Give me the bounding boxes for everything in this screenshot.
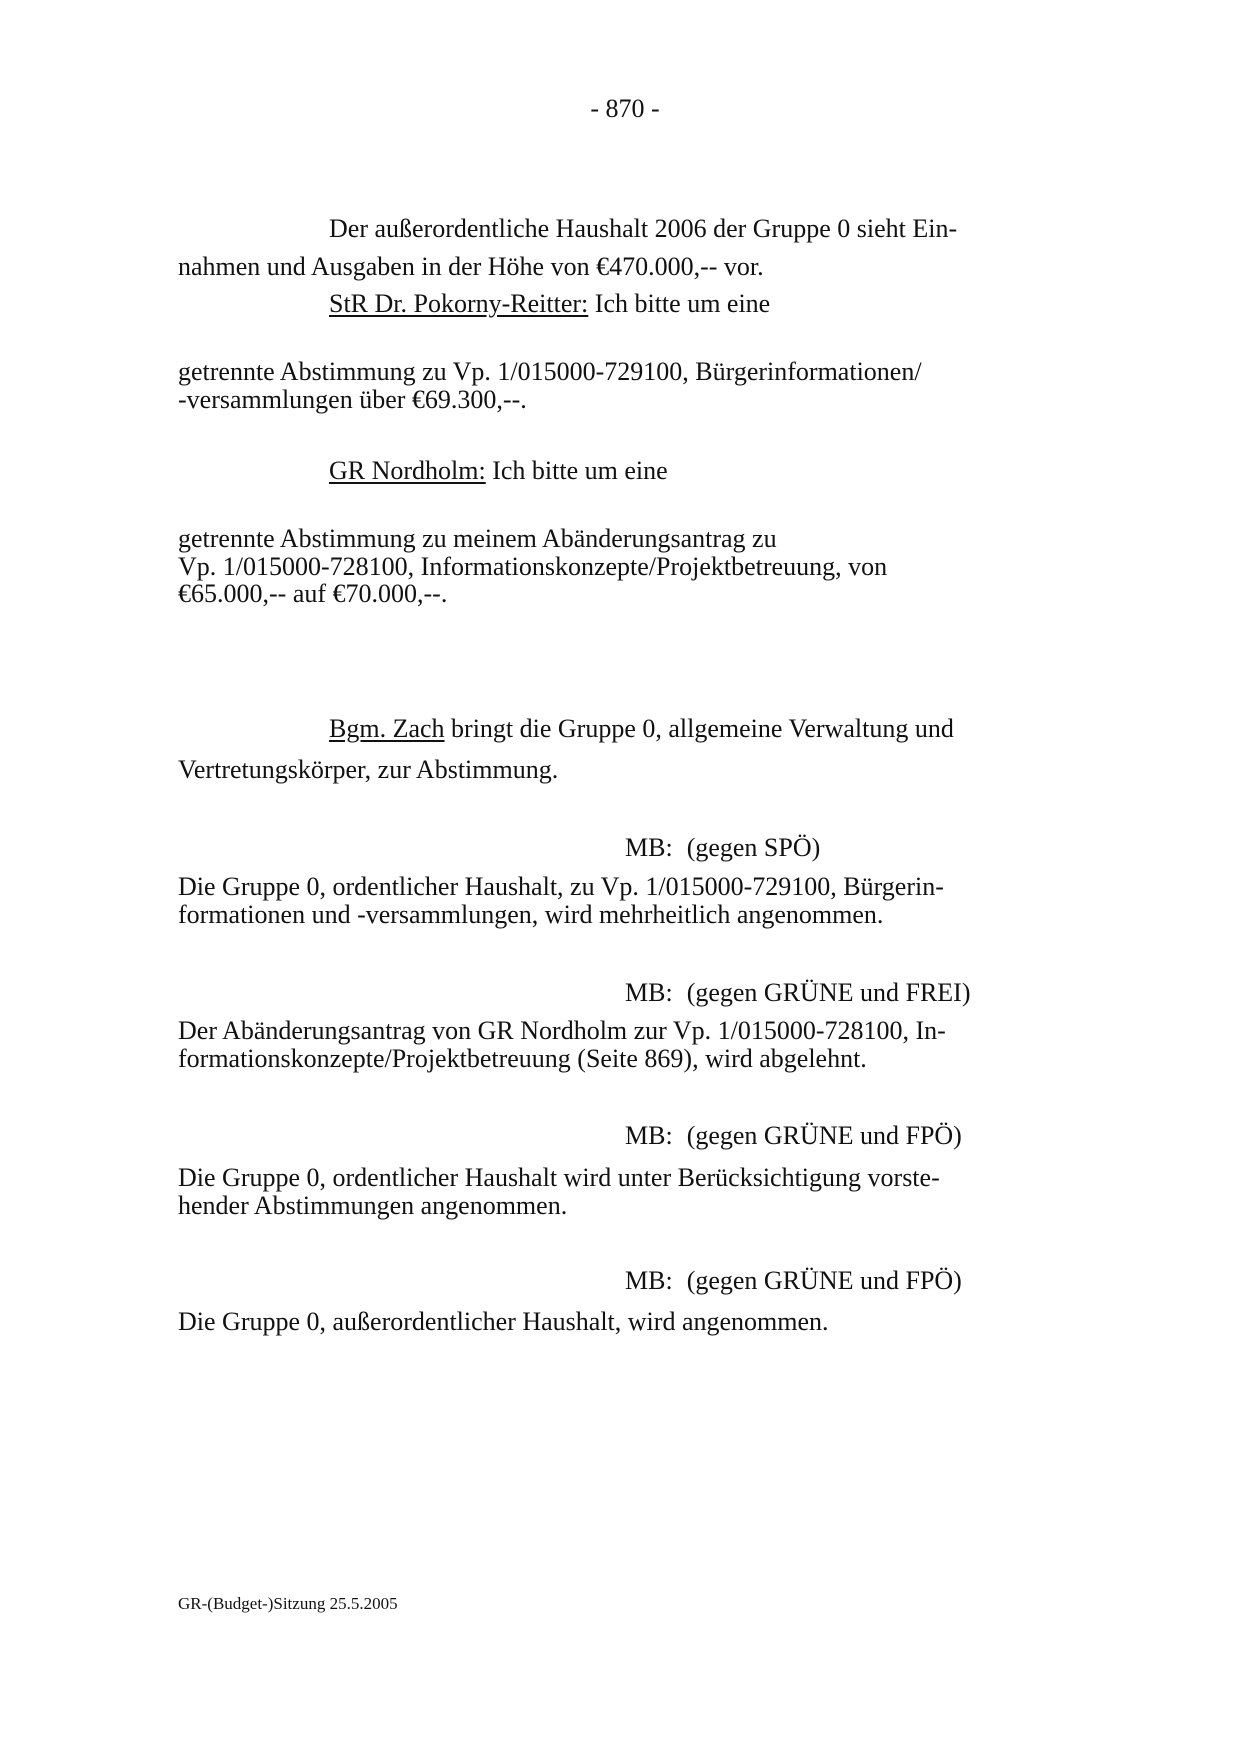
- speaker-name: Bgm. Zach: [329, 714, 445, 743]
- paragraph-line: nahmen und Ausgaben in der Höhe von €470.000,-- vor.: [178, 252, 764, 281]
- paragraph-line: getrennte Abstimmung zu meinem Abänderungsantrag zu: [178, 524, 777, 553]
- vote-against: (gegen GRÜNE und FPÖ): [686, 1121, 962, 1150]
- vote-text: formationen und -versammlungen, wird mehrheitlich angenommen.: [178, 900, 884, 929]
- statement-text: Ich bitte um eine: [485, 456, 668, 485]
- statement-text: Ich bitte um eine: [588, 289, 771, 318]
- vote-result: [625, 1266, 962, 1296]
- paragraph-line: getrennte Abstimmung zu Vp. 1/015000-729100, Bürgerinformationen/: [178, 357, 922, 386]
- paragraph-line: €65.000,-- auf €70.000,--.: [178, 579, 448, 608]
- vote-result: [625, 978, 970, 1008]
- speaker-statement: [329, 289, 770, 319]
- vote-label: MB:: [625, 1266, 673, 1295]
- paragraph-line: Vertretungskörper, zur Abstimmung.: [178, 755, 559, 784]
- vote-result: [625, 833, 820, 863]
- vote-text: hender Abstimmungen angenommen.: [178, 1191, 568, 1220]
- vote-text: Die Gruppe 0, außerordentlicher Haushalt, wird angenommen.: [178, 1307, 829, 1336]
- page-number: - 870 -: [590, 94, 660, 123]
- speaker-statement: [329, 456, 668, 486]
- paragraph-line: Der außerordentliche Haushalt 2006 der Gruppe 0 sieht Ein-: [329, 214, 958, 243]
- vote-result: [625, 1121, 962, 1151]
- speaker-name: StR Dr. Pokorny-Reitter:: [329, 289, 589, 318]
- vote-label: MB:: [625, 833, 673, 862]
- vote-text: Der Abänderungsantrag von GR Nordholm zur Vp. 1/015000-728100, In-: [178, 1016, 946, 1045]
- vote-against: (gegen SPÖ): [686, 833, 821, 862]
- vote-label: MB:: [625, 1121, 673, 1150]
- page-footer: GR-(Budget-)Sitzung 25.5.2005: [178, 1594, 398, 1613]
- statement-text: bringt die Gruppe 0, allgemeine Verwaltung und: [444, 714, 954, 743]
- paragraph-line: Vp. 1/015000-728100, Informationskonzepte/Projektbetreuung, von: [178, 552, 888, 581]
- vote-label: MB:: [625, 978, 673, 1007]
- vote-text: formationskonzepte/Projektbetreuung (Seite 869), wird abgelehnt.: [178, 1044, 867, 1073]
- vote-against: (gegen GRÜNE und FPÖ): [686, 1266, 962, 1295]
- vote-text: Die Gruppe 0, ordentlicher Haushalt, zu Vp. 1/015000-729100, Bürgerin-: [178, 872, 944, 901]
- speaker-name: GR Nordholm:: [329, 456, 486, 485]
- vote-text: Die Gruppe 0, ordentlicher Haushalt wird unter Berücksichtigung vorste-: [178, 1163, 940, 1192]
- speaker-statement: [329, 714, 954, 744]
- vote-against: (gegen GRÜNE und FREI): [686, 978, 971, 1007]
- paragraph-line: -versammlungen über €69.300,--.: [178, 385, 527, 414]
